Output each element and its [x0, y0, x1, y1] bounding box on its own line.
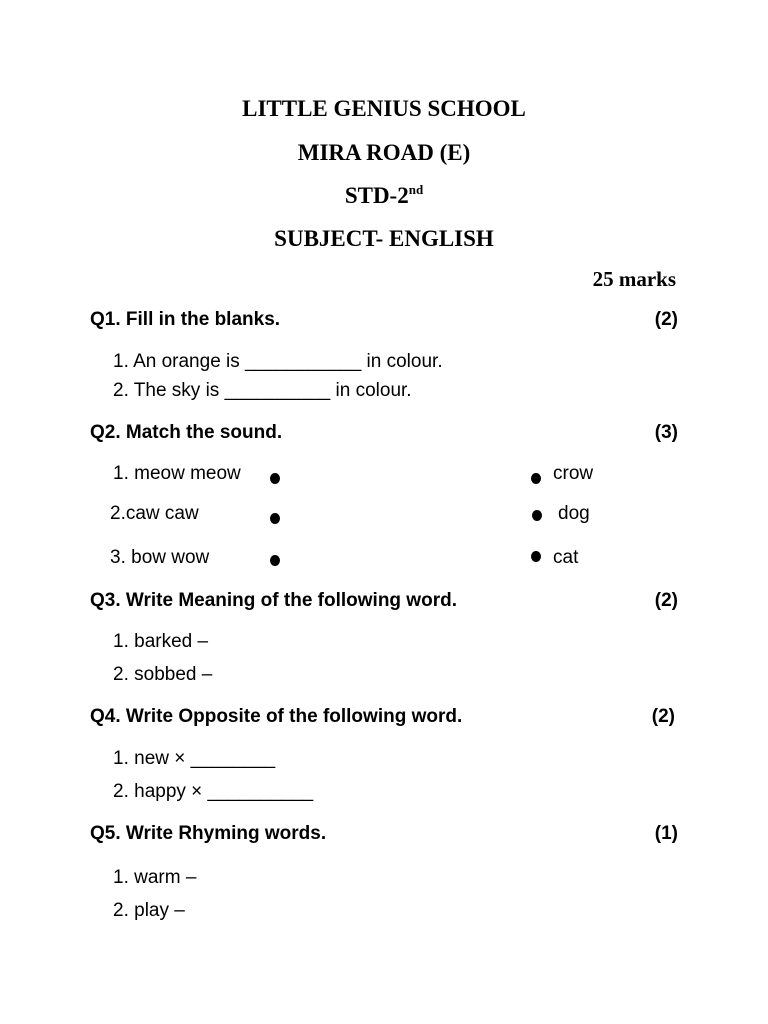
q1-item: 2. The sky is __________ in colour.	[113, 380, 412, 401]
q2-right-item: crow	[553, 463, 594, 484]
right-match-dot	[531, 473, 541, 484]
q2-right-item: dog	[558, 503, 590, 524]
standard-suffix: nd	[408, 182, 424, 197]
q3-title: Q3. Write Meaning of the following word.	[90, 590, 457, 611]
q4-item: 1. new × ________	[113, 748, 276, 769]
q4-title: Q4. Write Opposite of the following word.	[90, 706, 463, 727]
school-location: MIRA ROAD (E)	[297, 140, 471, 165]
standard: STD-2	[344, 183, 409, 208]
q3-heading	[90, 589, 678, 613]
q5-title: Q5. Write Rhyming words.	[90, 823, 327, 844]
q1-marks: (2)	[654, 309, 678, 330]
left-match-dot	[270, 513, 280, 524]
q5-marks: (1)	[654, 823, 678, 844]
left-match-dot	[270, 473, 280, 484]
q3-item: 2. sobbed –	[113, 664, 213, 685]
subject-line: SUBJECT- ENGLISH	[274, 226, 494, 251]
q4-heading	[90, 705, 678, 729]
q1-title: Q1. Fill in the blanks.	[90, 309, 281, 330]
q2-right-item: cat	[553, 547, 579, 568]
q1-heading	[90, 308, 678, 332]
left-match-dot	[270, 555, 280, 566]
right-match-dot	[532, 510, 542, 521]
q3-item: 1. barked –	[113, 631, 209, 652]
q2-left-item: 3. bow wow	[110, 547, 210, 568]
school-name: LITTLE GENIUS SCHOOL	[242, 96, 526, 121]
q5-item: 1. warm –	[113, 867, 197, 888]
q2-marks: (3)	[654, 422, 678, 443]
right-match-dot	[531, 551, 541, 562]
q5-item: 2. play –	[113, 900, 185, 921]
q2-title: Q2. Match the sound.	[90, 422, 283, 443]
q3-marks: (2)	[654, 590, 678, 611]
standard-line	[0, 182, 768, 210]
total-marks: 25 marks	[592, 267, 676, 291]
q5-heading	[90, 822, 678, 846]
q2-heading	[90, 421, 678, 445]
q1-item: 1. An orange is ___________ in colour.	[113, 351, 443, 372]
q4-item: 2. happy × __________	[113, 781, 314, 802]
q2-left-item: 1. meow meow	[113, 463, 241, 484]
q2-left-item: 2.caw caw	[110, 503, 199, 524]
q4-marks: (2)	[651, 706, 675, 727]
